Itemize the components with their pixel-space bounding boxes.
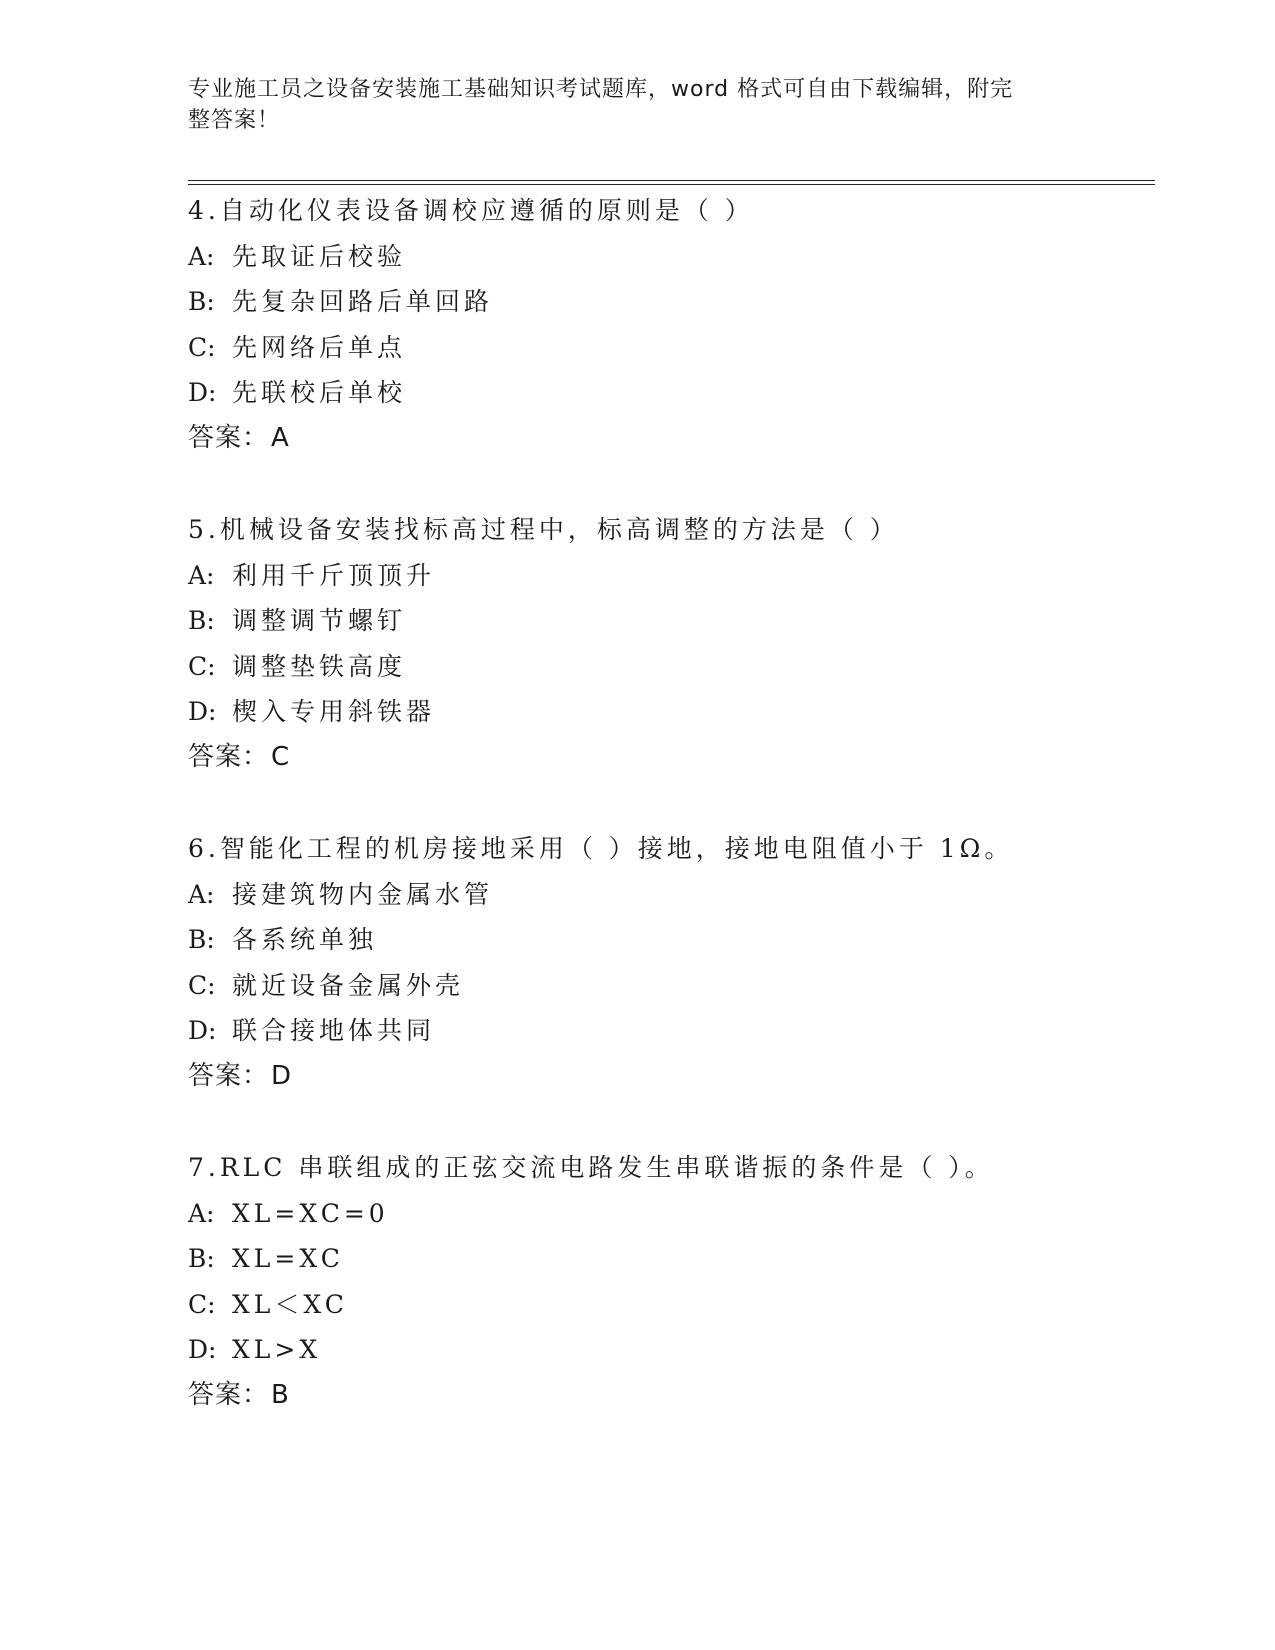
option-text: 调整垫铁高度: [232, 651, 407, 681]
option-b: [188, 598, 1148, 644]
document-header: [188, 74, 1068, 136]
option-letter: A:: [188, 1198, 215, 1228]
option-letter: C:: [188, 1289, 216, 1319]
answer-label: 答案：: [188, 1060, 270, 1091]
option-d: [188, 689, 1148, 735]
answer-line: [188, 416, 1148, 462]
option-d: [188, 1327, 1148, 1373]
answer-value: D: [271, 1060, 293, 1091]
header-line-1: 专业施工员之设备安装施工基础知识考试题库，word 格式可自由下载编辑，附完: [188, 77, 1014, 102]
option-d: [188, 1008, 1148, 1054]
option-text: 先联校后单校: [232, 378, 407, 407]
option-letter: C:: [188, 651, 216, 681]
answer-line: [188, 735, 1148, 781]
header-line-2: 整答案！: [188, 108, 281, 133]
option-d: [188, 370, 1148, 416]
option-c: [188, 644, 1148, 690]
option-c: [188, 1282, 1148, 1328]
option-letter: D:: [188, 378, 217, 407]
option-text: XL>X: [232, 1335, 322, 1364]
option-b: [188, 279, 1148, 325]
option-a: [188, 872, 1148, 918]
option-letter: A:: [188, 560, 215, 590]
question-item: [188, 188, 1148, 461]
answer-value: A: [271, 422, 290, 453]
answer-value: B: [271, 1379, 290, 1410]
option-c: [188, 325, 1148, 371]
option-letter: B:: [188, 606, 215, 635]
option-text: 先网络后单点: [232, 332, 407, 362]
option-c: [188, 963, 1148, 1009]
option-text: 先复杂回路后单回路: [232, 287, 494, 316]
question-item: [188, 1145, 1148, 1418]
answer-label: 答案：: [188, 741, 270, 772]
question-title: 6.智能化工程的机房接地采用（ ）接地，接地电阻值小于 1Ω。: [188, 834, 1014, 863]
option-letter: D:: [188, 1016, 217, 1045]
header-divider-top: [188, 180, 1155, 181]
option-text: 调整调节螺钉: [232, 606, 407, 635]
option-text: 楔入专用斜铁器: [232, 697, 436, 726]
option-letter: B:: [188, 925, 215, 954]
option-letter: B:: [188, 287, 215, 316]
question-item: [188, 826, 1148, 1099]
option-text: XL=XC: [232, 1244, 344, 1273]
option-text: 就近设备金属外壳: [232, 970, 465, 1000]
option-text: 先取证后校验: [232, 241, 407, 271]
header-divider-bottom: [188, 184, 1155, 185]
option-letter: B:: [188, 1244, 215, 1273]
option-letter: A:: [188, 241, 215, 271]
option-text: XL＜XC: [232, 1289, 348, 1319]
option-a: [188, 234, 1148, 280]
option-letter: C:: [188, 970, 216, 1000]
option-a: [188, 553, 1148, 599]
option-b: [188, 917, 1148, 963]
answer-label: 答案：: [188, 422, 270, 453]
option-letter: C:: [188, 332, 216, 362]
answer-line: [188, 1054, 1148, 1100]
option-text: 利用千斤顶顶升: [232, 560, 436, 590]
option-letter: A:: [188, 879, 215, 909]
option-a: [188, 1191, 1148, 1237]
option-letter: D:: [188, 1335, 217, 1364]
question-title: 5.机械设备安装找标高过程中，标高调整的方法是（ ）: [188, 515, 899, 544]
question-list: [188, 188, 1148, 1464]
option-letter: D:: [188, 697, 217, 726]
option-text: 联合接地体共同: [232, 1016, 436, 1045]
answer-line: [188, 1373, 1148, 1419]
option-b: [188, 1236, 1148, 1282]
option-text: 各系统单独: [232, 925, 378, 954]
question-title: 7.RLC 串联组成的正弦交流电路发生串联谐振的条件是（ ）。: [188, 1153, 994, 1182]
answer-value: C: [271, 741, 291, 772]
question-item: [188, 507, 1148, 780]
question-title: 4.自动化仪表设备调校应遵循的原则是（ ）: [188, 196, 754, 225]
option-text: 接建筑物内金属水管: [232, 879, 494, 909]
option-text: XL=XC=0: [232, 1198, 389, 1228]
answer-label: 答案：: [188, 1379, 270, 1410]
